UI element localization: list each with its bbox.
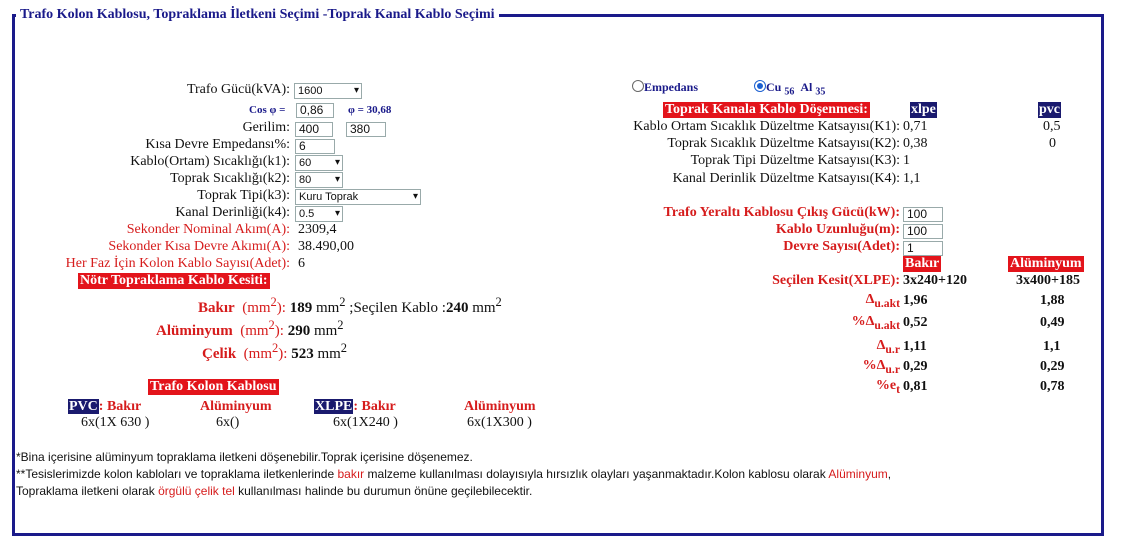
notr-header: Nötr Topraklama Kablo Kesiti:	[80, 273, 268, 288]
radio-selected-icon[interactable]	[754, 80, 766, 92]
uzunluk-label: Kablo Uzunluğu(m):	[775, 222, 900, 237]
secilen-text: ;Seçilen Kablo :	[349, 300, 446, 316]
toprak-header: Toprak Kanala Kablo Döşenmesi:	[665, 102, 868, 117]
kisa-devre-label: Kısa Devre Empedansı%:	[145, 137, 290, 152]
k3-select[interactable]: Kuru Toprak ▾	[295, 189, 421, 205]
chevron-down-icon: ▾	[334, 157, 340, 168]
radio-icon[interactable]	[632, 80, 644, 92]
rk1-xlpe: 0,71	[903, 119, 928, 134]
celik-label: Çelik	[202, 346, 237, 362]
pur-label: $\%\Delta_{u.r}$	[862, 358, 900, 376]
xlpe-bakir-head: XLPE: Bakır	[315, 399, 396, 414]
devre-label: Devre Sayısı(Adet):	[783, 239, 900, 254]
k1-select[interactable]: 60 ▾	[295, 155, 343, 171]
nominal-label: Sekonder Nominal Akım(A):	[126, 222, 290, 237]
rk2-xlpe: 0,38	[903, 136, 928, 151]
xlpe-alu-head: Alüminyum	[464, 399, 536, 414]
uakt-alu: 1,88	[1040, 293, 1065, 308]
bakir-value: 189	[289, 300, 313, 316]
gerilim-input-2[interactable]: 380	[346, 122, 386, 137]
kesit-bakir: 3x240+120	[903, 273, 967, 288]
xlpe-col-tag: xlpe	[911, 102, 936, 117]
bakir-col-header: Bakır	[905, 256, 940, 271]
trafo-select[interactable]: 1600 ▾	[294, 83, 362, 99]
rk3-xlpe: 1	[903, 153, 910, 168]
nominal-value: 2309,4	[298, 222, 337, 237]
chevron-down-icon: ▾	[353, 85, 359, 96]
pvc-bakir-head: PVC: Bakır	[69, 399, 142, 414]
uakt-label: $\Delta_{u.akt}$	[865, 292, 900, 310]
uakt-bakir: 1,96	[903, 293, 928, 308]
radio-empedans[interactable]: Empedans	[632, 80, 698, 95]
cos-label: Cos φ =	[249, 104, 286, 116]
puakt-bakir: 0,52	[903, 315, 928, 330]
chevron-down-icon: ▾	[412, 191, 418, 202]
faz-value: 6	[298, 256, 305, 271]
k1-label: Kablo(Ortam) Sıcaklığı(k1):	[130, 154, 290, 169]
kisa-devre-input[interactable]: 6	[295, 139, 335, 154]
page-title: Trafo Kolon Kablosu, Topraklama İletkeni Seçimi -Toprak Kanal Kablo Seçimi	[16, 7, 499, 23]
k2-select[interactable]: 80 ▾	[295, 172, 343, 188]
devre-input[interactable]: 1	[903, 241, 943, 256]
pvc-alu-head: Alüminyum	[200, 399, 272, 414]
kisa-devre-akim-label: Sekonder Kısa Devre Akımı(A):	[108, 239, 290, 254]
bakir-label: Bakır	[198, 300, 235, 316]
rk1-pvc: 0,5	[1043, 119, 1061, 134]
cikis-input[interactable]: 100	[903, 207, 943, 222]
gerilim-label: Gerilim:	[242, 120, 290, 135]
xlpe-tag: XLPE	[315, 399, 353, 414]
celik-row: Çelik $(mm^2)$: 523 $mm^2$	[202, 341, 348, 362]
chevron-down-icon: ▾	[334, 208, 340, 219]
trafo-label: Trafo Gücü(kVA):	[186, 82, 290, 97]
rk1-label: Kablo Ortam Sıcaklık Düzeltme Katsayısı(K1):	[633, 119, 900, 134]
rk4-label: Kanal Derinlik Düzeltme Katsayısı(K4):	[672, 171, 900, 186]
kesit-label: Seçilen Kesit(XLPE):	[772, 273, 900, 288]
alu-value: 290	[287, 323, 311, 339]
pe-bakir: 0,81	[903, 379, 928, 394]
faz-label: Her Faz İçin Kolon Kablo Sayısı(Adet):	[65, 256, 290, 271]
pvc-tag: PVC	[69, 399, 98, 414]
chevron-down-icon: ▾	[334, 174, 340, 185]
celik-value: 523	[291, 346, 314, 362]
puakt-label: $\%\Delta_{u.akt}$	[851, 314, 900, 332]
pvc-alu-value: 6x()	[216, 415, 240, 430]
k3-label: Toprak Tipi(k3):	[197, 188, 290, 203]
pvc-bakir-value: 6x(1X 630 )	[81, 415, 150, 430]
phi-label: φ = 30,68	[348, 104, 392, 116]
rk3-label: Toprak Tipi Düzeltme Katsayısı(K3):	[690, 153, 900, 168]
ur-alu: 1,1	[1043, 339, 1061, 354]
k4-select[interactable]: 0.5 ▾	[295, 206, 343, 222]
rk2-pvc: 0	[1049, 136, 1056, 151]
radio-cu-al[interactable]: Cu $_{56}$ Al $_{35}$	[754, 80, 825, 97]
note-2: **Tesislerimizde kolon kabloları ve topraklama iletkenlerinde bakır malzeme kullanılması dolayısıyla hırsızlık olayları yaşanmaktadır.Kolon kablosu olarak Alüminyum,	[16, 467, 892, 481]
alu-row: Alüminyum $(mm^2)$: 290 $mm^2$	[156, 318, 344, 339]
alu-label: Alüminyum	[156, 323, 233, 339]
rk4-xlpe: 1,1	[903, 171, 921, 186]
xlpe-alu-value: 6x(1X300 )	[467, 415, 532, 430]
xlpe-bakir-value: 6x(1X240 )	[333, 415, 398, 430]
puakt-alu: 0,49	[1040, 315, 1065, 330]
uzunluk-input[interactable]: 100	[903, 224, 943, 239]
pe-label: $\%e_t$	[875, 378, 900, 396]
pvc-col-tag: pvc	[1039, 102, 1060, 117]
alu-col-header: Alüminyum	[1010, 256, 1082, 271]
kolon-header: Trafo Kolon Kablosu	[150, 379, 277, 394]
bakir-row: Bakır $(mm^2)$: 189 $mm^2$ ;Seçilen Kablo :240 $mm^2$	[198, 295, 502, 316]
rk2-label: Toprak Sıcaklık Düzeltme Katsayısı(K2):	[667, 136, 900, 151]
k4-label: Kanal Derinliği(k4):	[175, 205, 290, 220]
pur-bakir: 0,29	[903, 359, 928, 374]
cos-input[interactable]: 0,86	[296, 103, 334, 118]
k2-label: Toprak Sıcaklığı(k2):	[170, 171, 290, 186]
gerilim-input-1[interactable]: 400	[295, 122, 333, 137]
ur-bakir: 1,11	[903, 339, 927, 354]
note-1: *Bina içerisine alüminyum topraklama iletkeni döşenebilir.Toprak içerisine döşenemez.	[16, 450, 473, 464]
cikis-label: Trafo Yeraltı Kablosu Çıkış Gücü(kW):	[663, 205, 900, 220]
note-3: Topraklama iletkeni olarak örgülü çelik tel kullanılması halinde bu durumun önüne geçilebilecektir.	[16, 484, 533, 498]
kisa-devre-akim-value: 38.490,00	[298, 239, 354, 254]
secilen-value: 240	[445, 300, 469, 316]
ur-label: $\Delta_{u.r}$	[876, 338, 900, 356]
kesit-alu: 3x400+185	[1016, 273, 1080, 288]
pur-alu: 0,29	[1040, 359, 1065, 374]
pe-alu: 0,78	[1040, 379, 1065, 394]
